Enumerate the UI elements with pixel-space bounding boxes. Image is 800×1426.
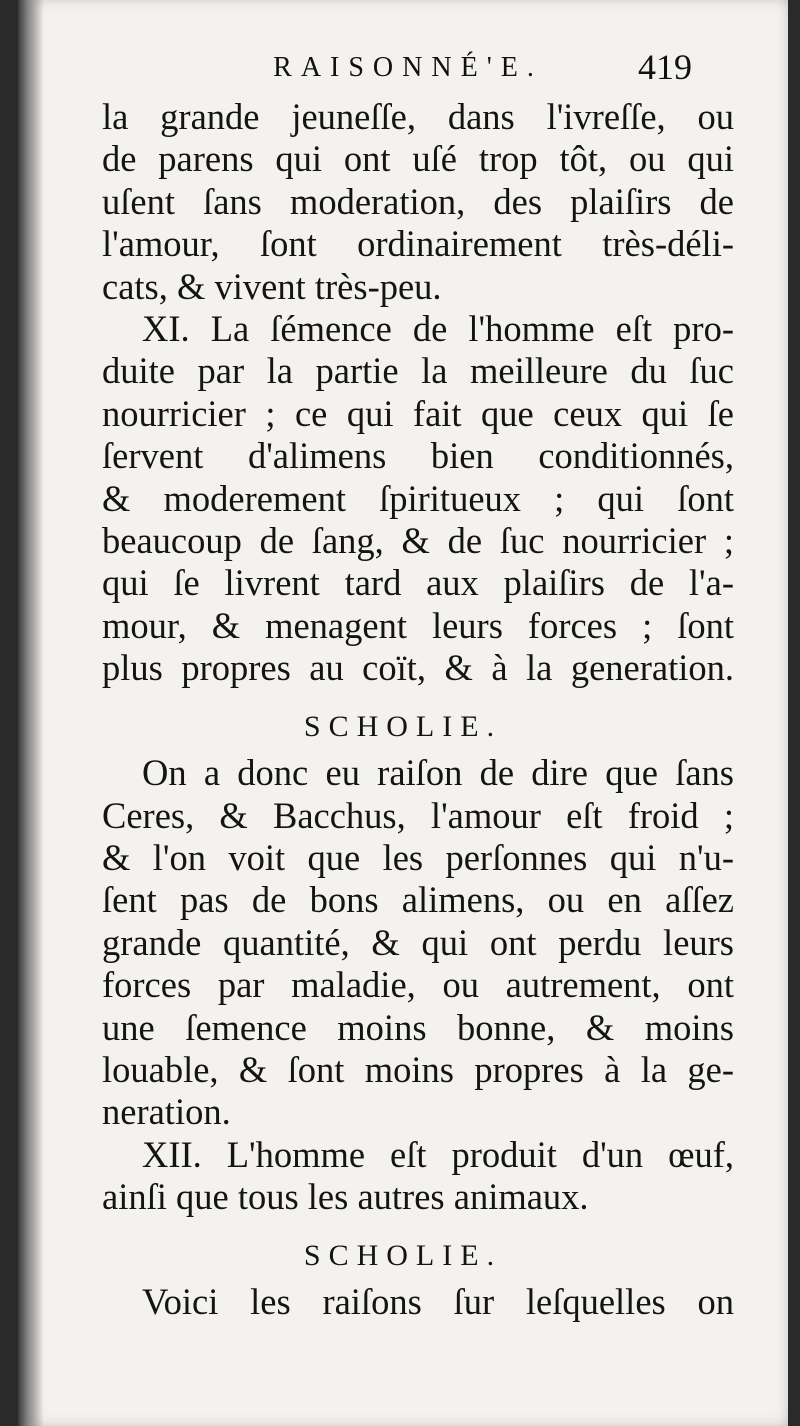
text-line: On a donc eu raiſon de dire que ſans [142,752,734,794]
text-line: cats, & vivent très-peu. [102,265,442,307]
page-number: 419 [638,47,692,87]
text-line: qui ſe livrent tard aux plaiſirs de l'a- [102,562,734,604]
text-line: une ſemence moins bonne, & moins [102,1006,734,1048]
text-line: beaucoup de ſang, & de ſuc nourricier ; [102,520,734,562]
section-heading: SCHOLIE. [303,709,503,743]
text-line: louable, & ſont moins propres à la ge- [102,1048,734,1090]
text-line: ainſi que tous les autres animaux. [102,1176,589,1218]
text-line: & l'on voit que les perſonnes qui n'u- [102,836,734,878]
text-line: Voici les raiſons ſur leſquelles on [142,1280,734,1322]
text-line: la grande jeuneſſe, dans l'ivreſſe, ou [102,96,734,137]
text-line: duite par la partie la meilleure du ſuc [102,350,734,392]
text-line: XI. La ſémence de l'homme eſt pro- [142,308,734,350]
text-line: forces par maladie, ou autrement, ont [102,964,734,1006]
text-line: plus propres au coït, & à la generation. [102,647,734,689]
text-line: neration. [102,1091,231,1133]
text-line: ſervent d'alimens bien conditionnés, [102,435,734,477]
text-line: grande quantité, & qui ont perdu leurs [102,921,734,963]
book-page [18,0,788,1426]
text-line: uſent ſans moderation, des plaiſirs de [102,180,734,222]
section-heading: SCHOLIE. [303,1238,503,1272]
text-line: XII. L'homme eſt produit d'un œuf, [142,1133,734,1175]
text-line: ſent pas de bons alimens, ou en aſſez [102,879,734,921]
text-line: & moderement ſpiritueux ; qui ſont [102,477,734,519]
text-line: l'amour, ſont ordinairement très-déli- [102,223,734,265]
text-line: nourricier ; ce qui fait que ceux qui ſe [102,392,734,434]
gutter-shadow [18,0,44,1426]
text-line: de parens qui ont uſé trop tôt, ou qui [102,138,734,180]
running-title: RAISONNÉ'E. [273,52,543,83]
text-line: mour, & menagent leurs forces ; ſont [102,604,734,646]
text-line: Ceres, & Bacchus, l'amour eſt froid ; [102,794,734,836]
page-body [102,96,734,1323]
